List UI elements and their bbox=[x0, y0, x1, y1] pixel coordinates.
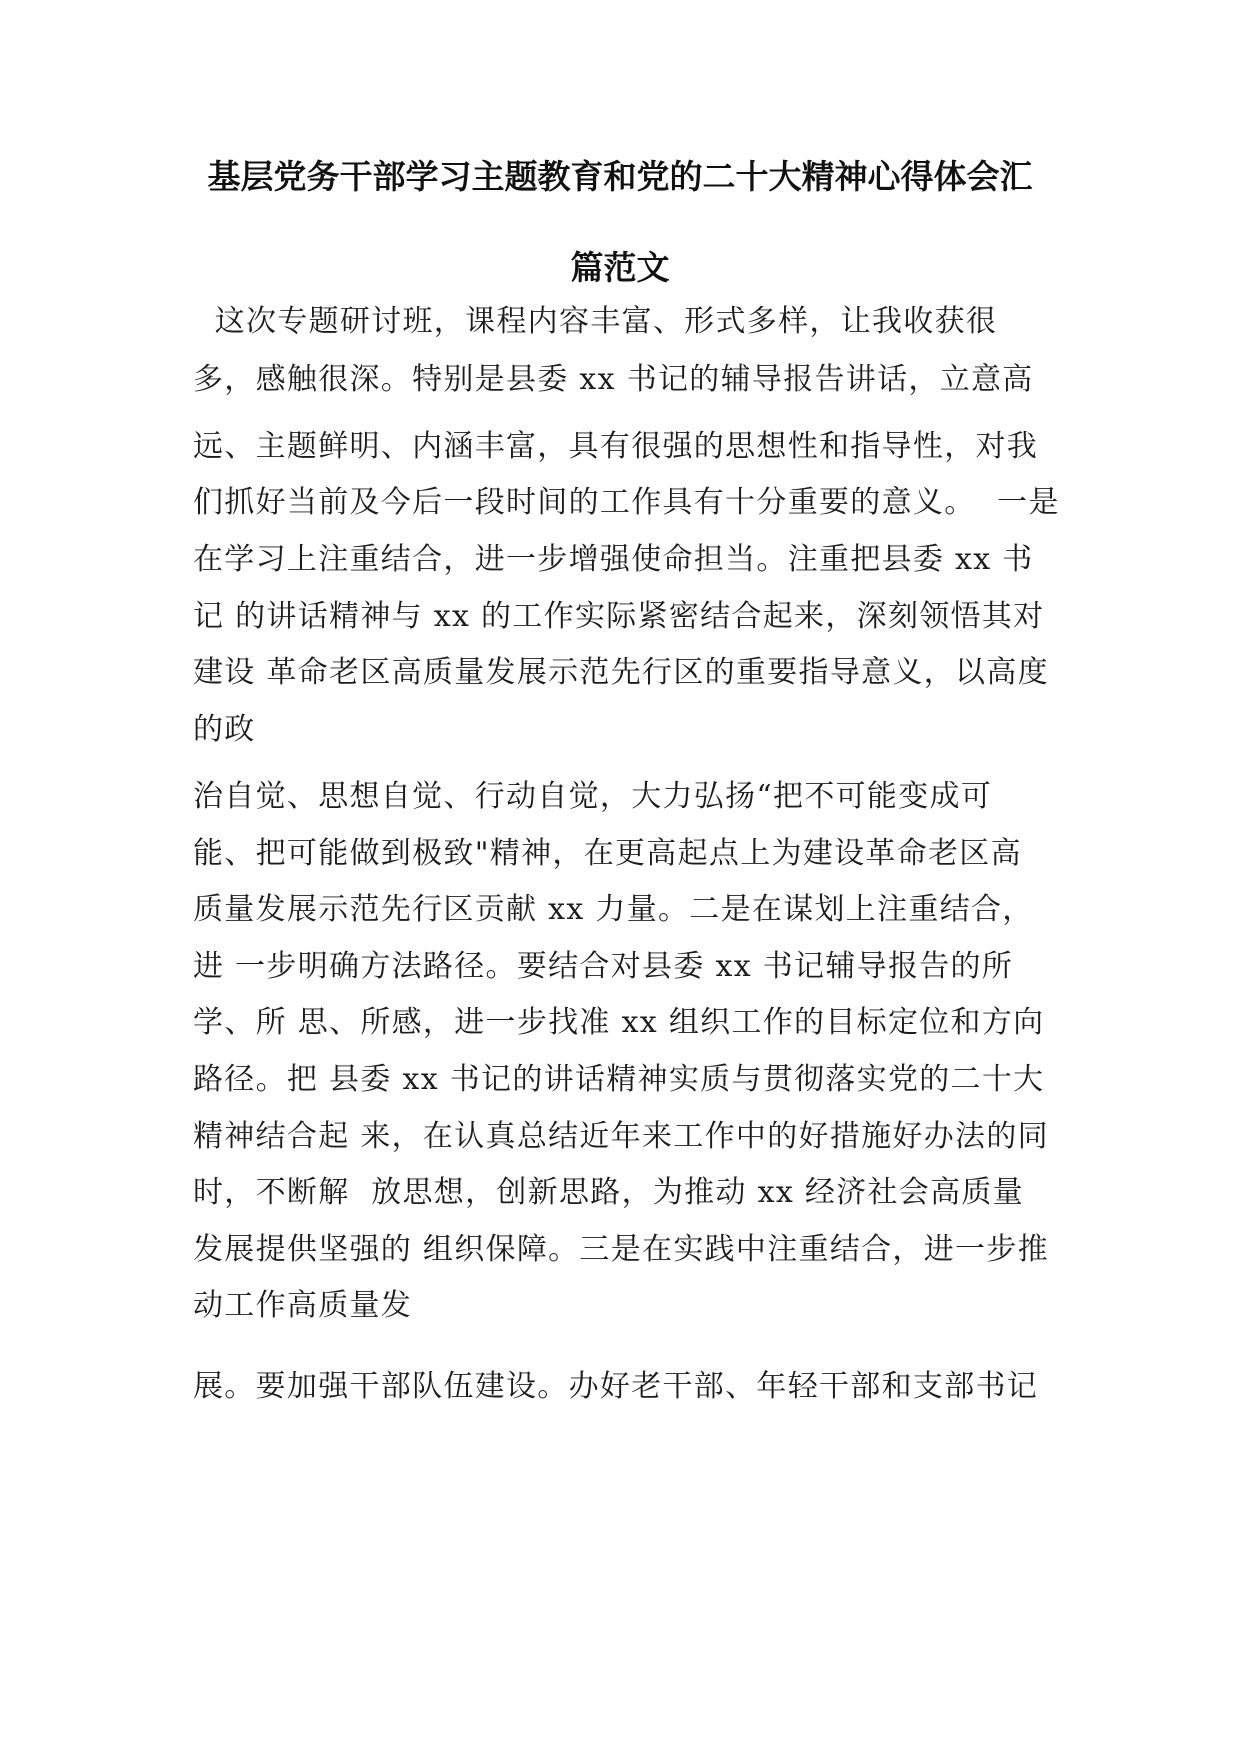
body-line: 展。要加强干部队伍建设。办好老干部、年轻干部和支部书记 bbox=[193, 1369, 1039, 1404]
body-line: 这次专题研讨班，课程内容丰富、形式多样，让我收获很 bbox=[193, 304, 998, 339]
body-line: 远、主题鲜明、内涵丰富，具有很强的思想性和指导性，对我 bbox=[193, 429, 1039, 464]
body-line: 时，不断解 放思想，创新思路，为推动 xx 经济社会高质量 bbox=[193, 1175, 1024, 1210]
body-line: 质量发展示范先行区贡献 xx 力量。二是在谋划上注重结合， bbox=[193, 892, 1034, 927]
body-line: 们抓好当前及今后一段时间的工作具有十分重要的意义。 一是 bbox=[193, 485, 1060, 520]
body-line: 治自觉、思想自觉、行动自觉，大力弘扬“把不可能变成可 bbox=[193, 779, 993, 814]
body-line: 在学习上注重结合，进一步增强使命担当。注重把县委 xx 书 bbox=[193, 542, 1034, 577]
body-line: 记 的讲话精神与 xx 的工作实际紧密结合起来，深刻领悟其对 bbox=[193, 599, 1045, 634]
document-title-line-1: 基层党务干部学习主题教育和党的二十大精神心得体会汇 bbox=[207, 157, 1033, 196]
body-line: 发展提供坚强的 组织保障。三是在实践中注重结合，进一步推 bbox=[193, 1232, 1049, 1267]
body-line: 进 一步明确方法路径。要结合对县委 xx 书记辅导报告的所 bbox=[193, 949, 1014, 984]
body-line: 的政 bbox=[193, 712, 256, 747]
body-line: 建设 革命老区高质量发展示范先行区的重要指导意义，以高度 bbox=[193, 655, 1049, 690]
body-line: 多，感触很深。特别是县委 xx 书记的辅导报告讲话，立意高 bbox=[193, 362, 1034, 397]
body-line: 路径。把 县委 xx 书记的讲话精神实质与贯彻落实党的二十大 bbox=[193, 1062, 1045, 1097]
body-line: 能、把可能做到极致"精神，在更高起点上为建设革命老区高 bbox=[193, 836, 1022, 871]
document-title-line-2: 篇范文 bbox=[570, 248, 670, 287]
body-line: 学、所 思、所感，进一步找准 xx 组织工作的目标定位和方向 bbox=[193, 1005, 1045, 1040]
body-line: 动工作高质量发 bbox=[193, 1288, 413, 1323]
body-line: 精神结合起 来，在认真总结近年来工作中的好措施好办法的同 bbox=[193, 1119, 1049, 1154]
